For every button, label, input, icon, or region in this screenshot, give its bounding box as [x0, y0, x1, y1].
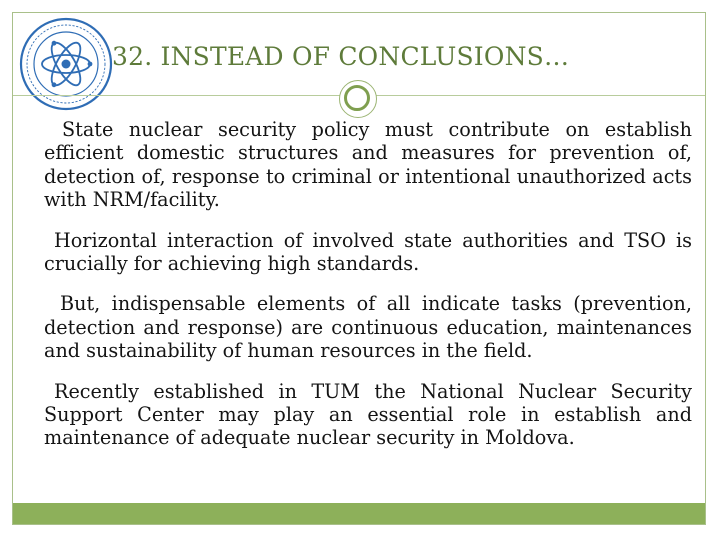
slide-title: 32. INSTEAD OF CONCLUSIONS… [112, 42, 570, 71]
ring-ornament-icon [339, 80, 377, 118]
paragraph-indispensable-elements: But, indispensable elements of all indicate tasks (prevention, detection and response) are continuous education, maintenances and sustainability of human resources in the field. [44, 292, 692, 363]
footer-bar [13, 503, 705, 524]
slide-body [44, 118, 692, 467]
paragraph-support-center: Recently established in TUM the National Nuclear Security Support Center may play an essential role in establish and maintenance of adequate nuclear security in Moldova. [44, 379, 692, 450]
atom-seal-logo [18, 16, 114, 112]
paragraph-horizontal-interaction: Horizontal interaction of involved state authorities and TSO is crucially for achieving high standards. [44, 228, 692, 276]
paragraph-policy: State nuclear security policy must contribute on establish efficient domestic structures and measures for prevention of, detection of, response to criminal or intentional unauthorized acts with NRM/facility. [44, 118, 692, 212]
